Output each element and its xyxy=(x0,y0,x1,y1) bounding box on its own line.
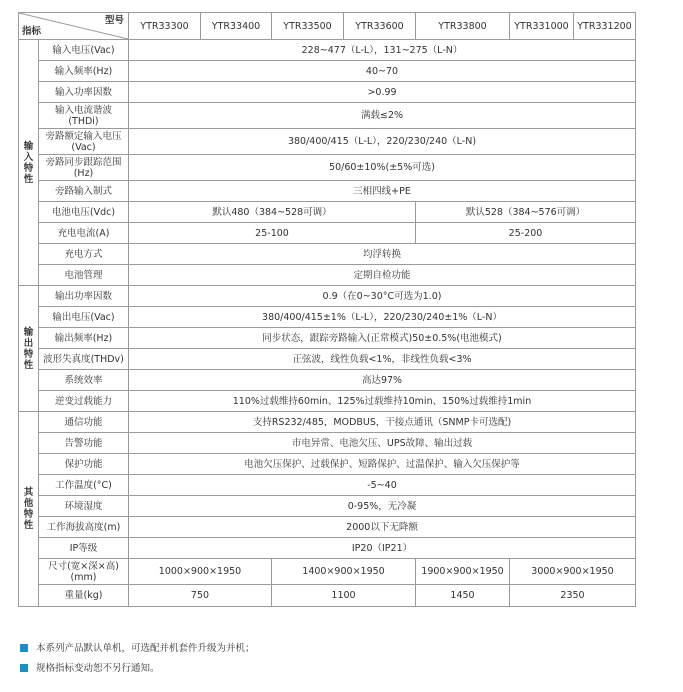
row-value: 1100 xyxy=(272,585,416,607)
footnote xyxy=(20,660,160,674)
table-row xyxy=(19,244,636,265)
row-value: 电池欠压保护、过载保护、短路保护、过温保护、输入欠压保护等 xyxy=(129,454,636,475)
row-label: 告警功能 xyxy=(39,433,129,454)
row-label: 保护功能 xyxy=(39,454,129,475)
row-label: 电池电压(Vdc) xyxy=(39,202,129,223)
row-value: -5~40 xyxy=(129,475,636,496)
row-label: 输入电流谐波(THDi) xyxy=(39,103,129,129)
row-label: 尺寸(宽×深×高)(mm) xyxy=(39,559,129,585)
row-value: 2000以下无降额 xyxy=(129,517,636,538)
row-label: 充电电流(A) xyxy=(39,223,129,244)
group-label-output: 输 出 特 性 xyxy=(19,286,39,412)
table-row xyxy=(19,559,636,585)
table-row xyxy=(19,307,636,328)
row-value: 高达97% xyxy=(129,370,636,391)
row-value: 定期自检功能 xyxy=(129,265,636,286)
header-row xyxy=(19,13,636,40)
bullet-square-icon xyxy=(20,664,28,672)
row-value: 2350 xyxy=(510,585,636,607)
index-label: 指标 xyxy=(22,26,42,37)
table-row xyxy=(19,202,636,223)
spec-table xyxy=(18,12,636,607)
table-row xyxy=(19,61,636,82)
row-label: 通信功能 xyxy=(39,412,129,433)
table-row xyxy=(19,265,636,286)
table-row xyxy=(19,286,636,307)
model-header: YTR33500 xyxy=(272,13,344,40)
row-label: 工作温度(°C) xyxy=(39,475,129,496)
row-label: 系统效率 xyxy=(39,370,129,391)
row-value: 同步状态，跟踪旁路输入(正常模式)50±0.5%(电池模式) xyxy=(129,328,636,349)
table-row xyxy=(19,496,636,517)
bullet-square-icon xyxy=(20,644,28,652)
model-header: YTR33600 xyxy=(344,13,416,40)
row-value: 市电异常、电池欠压、UPS故障、输出过载 xyxy=(129,433,636,454)
row-value: 默认528（384~576可调） xyxy=(416,202,636,223)
row-value: 均浮转换 xyxy=(129,244,636,265)
model-header: YTR33400 xyxy=(201,13,272,40)
row-value: 正弦波，线性负载<1%，非线性负载<3% xyxy=(129,349,636,370)
row-value: IP20（IP21） xyxy=(129,538,636,559)
table-row xyxy=(19,155,636,181)
row-value: 1450 xyxy=(416,585,510,607)
header-corner xyxy=(19,13,129,40)
table-row xyxy=(19,181,636,202)
table-row xyxy=(19,517,636,538)
table-row xyxy=(19,475,636,496)
row-value: 1000×900×1950 xyxy=(129,559,272,585)
row-label: 旁路同步跟踪范围(Hz) xyxy=(39,155,129,181)
model-header: YTR33800 xyxy=(416,13,510,40)
row-value: 1400×900×1950 xyxy=(272,559,416,585)
row-label: 输入电压(Vac) xyxy=(39,40,129,61)
row-label: 输入功率因数 xyxy=(39,82,129,103)
row-value: 750 xyxy=(129,585,272,607)
row-label: 旁路额定输入电压(Vac) xyxy=(39,129,129,155)
row-value: 0-95%，无冷凝 xyxy=(129,496,636,517)
group-label-input: 输 入 特 性 xyxy=(19,40,39,286)
row-value: 0.9（在0~30°C可选为1.0) xyxy=(129,286,636,307)
table-row xyxy=(19,349,636,370)
row-value: 默认480（384~528可调） xyxy=(129,202,416,223)
row-label: 旁路输入制式 xyxy=(39,181,129,202)
row-label: 逆变过载能力 xyxy=(39,391,129,412)
row-value: 1900×900×1950 xyxy=(416,559,510,585)
row-value: 380/400/415（L-L），220/230/240（L-N) xyxy=(129,129,636,155)
row-label: 波形失真度(THDv) xyxy=(39,349,129,370)
row-label: 环境湿度 xyxy=(39,496,129,517)
footnote-text: 本系列产品默认单机，可选配并机套件升级为并机； xyxy=(36,643,255,654)
table-row xyxy=(19,538,636,559)
row-value: 3000×900×1950 xyxy=(510,559,636,585)
table-row xyxy=(19,412,636,433)
table-row xyxy=(19,223,636,244)
row-label: 输出功率因数 xyxy=(39,286,129,307)
row-value: 支持RS232/485，MODBUS，干接点通讯（SNMP卡可选配) xyxy=(129,412,636,433)
row-value: >0.99 xyxy=(129,82,636,103)
table-row xyxy=(19,391,636,412)
table-row xyxy=(19,40,636,61)
model-header: YTR33300 xyxy=(129,13,201,40)
row-value: 110%过载维持60min、125%过载维持10min、150%过载维持1min xyxy=(129,391,636,412)
table-row xyxy=(19,328,636,349)
row-label: 充电方式 xyxy=(39,244,129,265)
row-value: 满载≤2% xyxy=(129,103,636,129)
row-value: 25-100 xyxy=(129,223,416,244)
row-label: 电池管理 xyxy=(39,265,129,286)
row-value: 三相四线+PE xyxy=(129,181,636,202)
row-value: 228~477（L-L），131~275（L-N） xyxy=(129,40,636,61)
row-label: 输入频率(Hz) xyxy=(39,61,129,82)
table-row xyxy=(19,454,636,475)
footnote xyxy=(20,640,255,654)
table-row xyxy=(19,129,636,155)
row-value: 40~70 xyxy=(129,61,636,82)
row-value: 380/400/415±1%（L-L），220/230/240±1%（L-N） xyxy=(129,307,636,328)
model-header: YTR331000 xyxy=(510,13,574,40)
row-label: 输出频率(Hz) xyxy=(39,328,129,349)
row-value: 25-200 xyxy=(416,223,636,244)
table-row xyxy=(19,82,636,103)
group-label-other: 其 他 特 性 xyxy=(19,412,39,607)
row-label: 输出电压(Vac) xyxy=(39,307,129,328)
table-row xyxy=(19,370,636,391)
row-label: IP等级 xyxy=(39,538,129,559)
row-label: 工作海拔高度(m) xyxy=(39,517,129,538)
row-value: 50/60±10%(±5%可选) xyxy=(129,155,636,181)
table-row xyxy=(19,433,636,454)
table-row xyxy=(19,103,636,129)
footnote-text: 规格指标变动恕不另行通知。 xyxy=(36,663,160,674)
table-row xyxy=(19,585,636,607)
row-label: 重量(kg) xyxy=(39,585,129,607)
model-header: YTR331200 xyxy=(574,13,636,40)
model-label: 型号 xyxy=(104,15,124,26)
